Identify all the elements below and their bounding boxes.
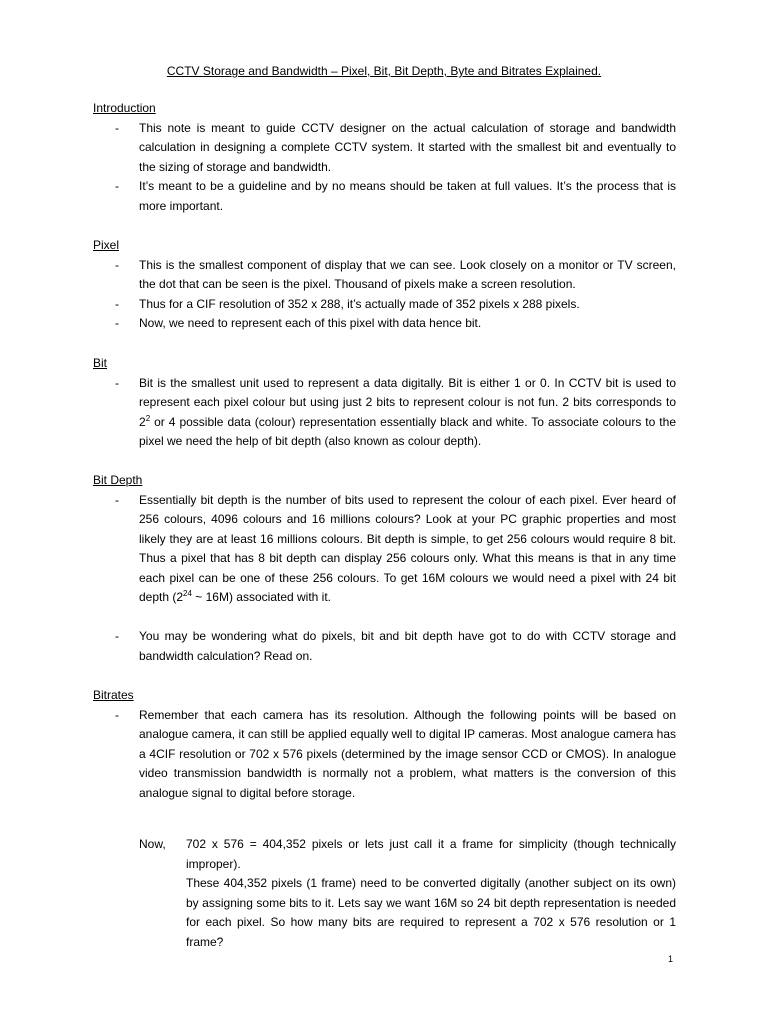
item-text: This note is meant to guide CCTV designer on the actual calculation of storage and bandwidth calculation in designing a complete CCTV system. It started with the smallest bit and eventually to the sizing of storage and bandwidth. <box>139 120 676 174</box>
bullet-dash: - <box>115 257 119 272</box>
bullet-dash: - <box>115 316 119 330</box>
list-item <box>93 256 676 295</box>
now-line-1: 702 x 576 = 404,352 pixels or lets just call it a frame for simplicity (though technically improper). <box>186 837 676 871</box>
bullet-dash: - <box>115 296 119 311</box>
section-bitrates <box>93 686 676 803</box>
item-text: ~ 16M) associated with it. <box>191 590 332 604</box>
item-text: This is the smallest component of display that we can see. Look closely on a monitor or TV screen, the dot that can be seen is the pixel. Thousand of pixels make a screen resolution. <box>139 257 676 291</box>
heading-pixel: Pixel <box>93 238 120 252</box>
bullet-dash: - <box>115 492 119 507</box>
heading-bit-depth: Bit Depth <box>93 473 143 487</box>
heading-bit: Bit <box>93 356 108 370</box>
bullet-dash: - <box>115 375 119 390</box>
bullet-dash: - <box>115 629 119 643</box>
bullet-dash: - <box>115 707 119 722</box>
list-item <box>93 295 676 315</box>
heading-bitrates: Bitrates <box>93 688 134 702</box>
item-text: It’s meant to be a guideline and by no means should be taken at full values. It’s the process that is more important. <box>139 179 676 213</box>
section-introduction <box>93 99 676 216</box>
item-text: Bit is the smallest unit used to represent a data digitally. Bit is either 1 or 0. In CCTV bit is used to represent each pixel colour but using just 2 bits to represent colour is not fun. 2 bits corresponds to 2 <box>139 375 676 429</box>
section-bit <box>93 354 676 452</box>
superscript: 2 <box>145 413 151 423</box>
bullet-dash: - <box>115 120 119 135</box>
now-label: Now, <box>139 837 166 851</box>
item-text: Now, we need to represent each of this pixel with data hence bit. <box>139 316 482 330</box>
item-text: Essentially bit depth is the number of bits used to represent the colour of each pixel. Ever heard of 256 colours, 4096 colours and 16 millions colours? Look at your PC graphic properties and most likely they are at least 16 millions colours. Bit depth is simple, to get 256 colours would require 8 bit. Thus a pixel that has 8 bit depth can display 256 colours only. What this means is that in any time each pixel can be one of these 256 colours. To get 16M colours we would need a pixel with 24 bit depth (2 <box>139 492 676 604</box>
list-item <box>93 314 676 334</box>
heading-introduction: Introduction <box>93 101 156 115</box>
list-item <box>93 374 676 452</box>
page-number: 1 <box>668 954 674 964</box>
now-calculation-block <box>139 835 676 952</box>
item-text: Remember that each camera has its resolution. Although the following points will be based on analogue camera, it can still be applied equally well to digital IP cameras. Most analogue camera has a 4CIF resolution or 702 x 576 pixels (determined by the image sensor CCD or CMOS). In analogue video transmission bandwidth is normally not a problem, what matters is the conversion of this analogue signal to digital before storage. <box>139 707 676 800</box>
section-bit-depth <box>93 471 676 666</box>
list-item <box>93 491 676 608</box>
item-text: Thus for a CIF resolution of 352 x 288, it’s actually made of 352 pixels x 288 pixels. <box>139 296 580 311</box>
item-text: You may be wondering what do pixels, bit and bit depth have got to do with CCTV storage and bandwidth calculation? Read on. <box>139 629 676 663</box>
list-item <box>93 119 676 178</box>
list-item <box>93 177 676 216</box>
list-item <box>93 706 676 804</box>
section-pixel <box>93 236 676 334</box>
item-text: or 4 possible data (colour) representation essentially black and white. To associate colours to the pixel we need the help of bit depth (also known as colour depth). <box>139 414 676 448</box>
now-line-2: These 404,352 pixels (1 frame) need to be converted digitally (another subject on its own) by assigning some bits to it. Lets say we want 16M so 24 bit depth representation is needed for each pixel. So how many bits are required to represent a 702 x 576 resolution or 1 frame? <box>186 876 676 949</box>
bullet-dash: - <box>115 179 119 193</box>
document-title: CCTV Storage and Bandwidth – Pixel, Bit, Bit Depth, Byte and Bitrates Explained. <box>166 64 602 78</box>
list-item <box>93 627 676 666</box>
superscript: 24 <box>183 589 192 598</box>
